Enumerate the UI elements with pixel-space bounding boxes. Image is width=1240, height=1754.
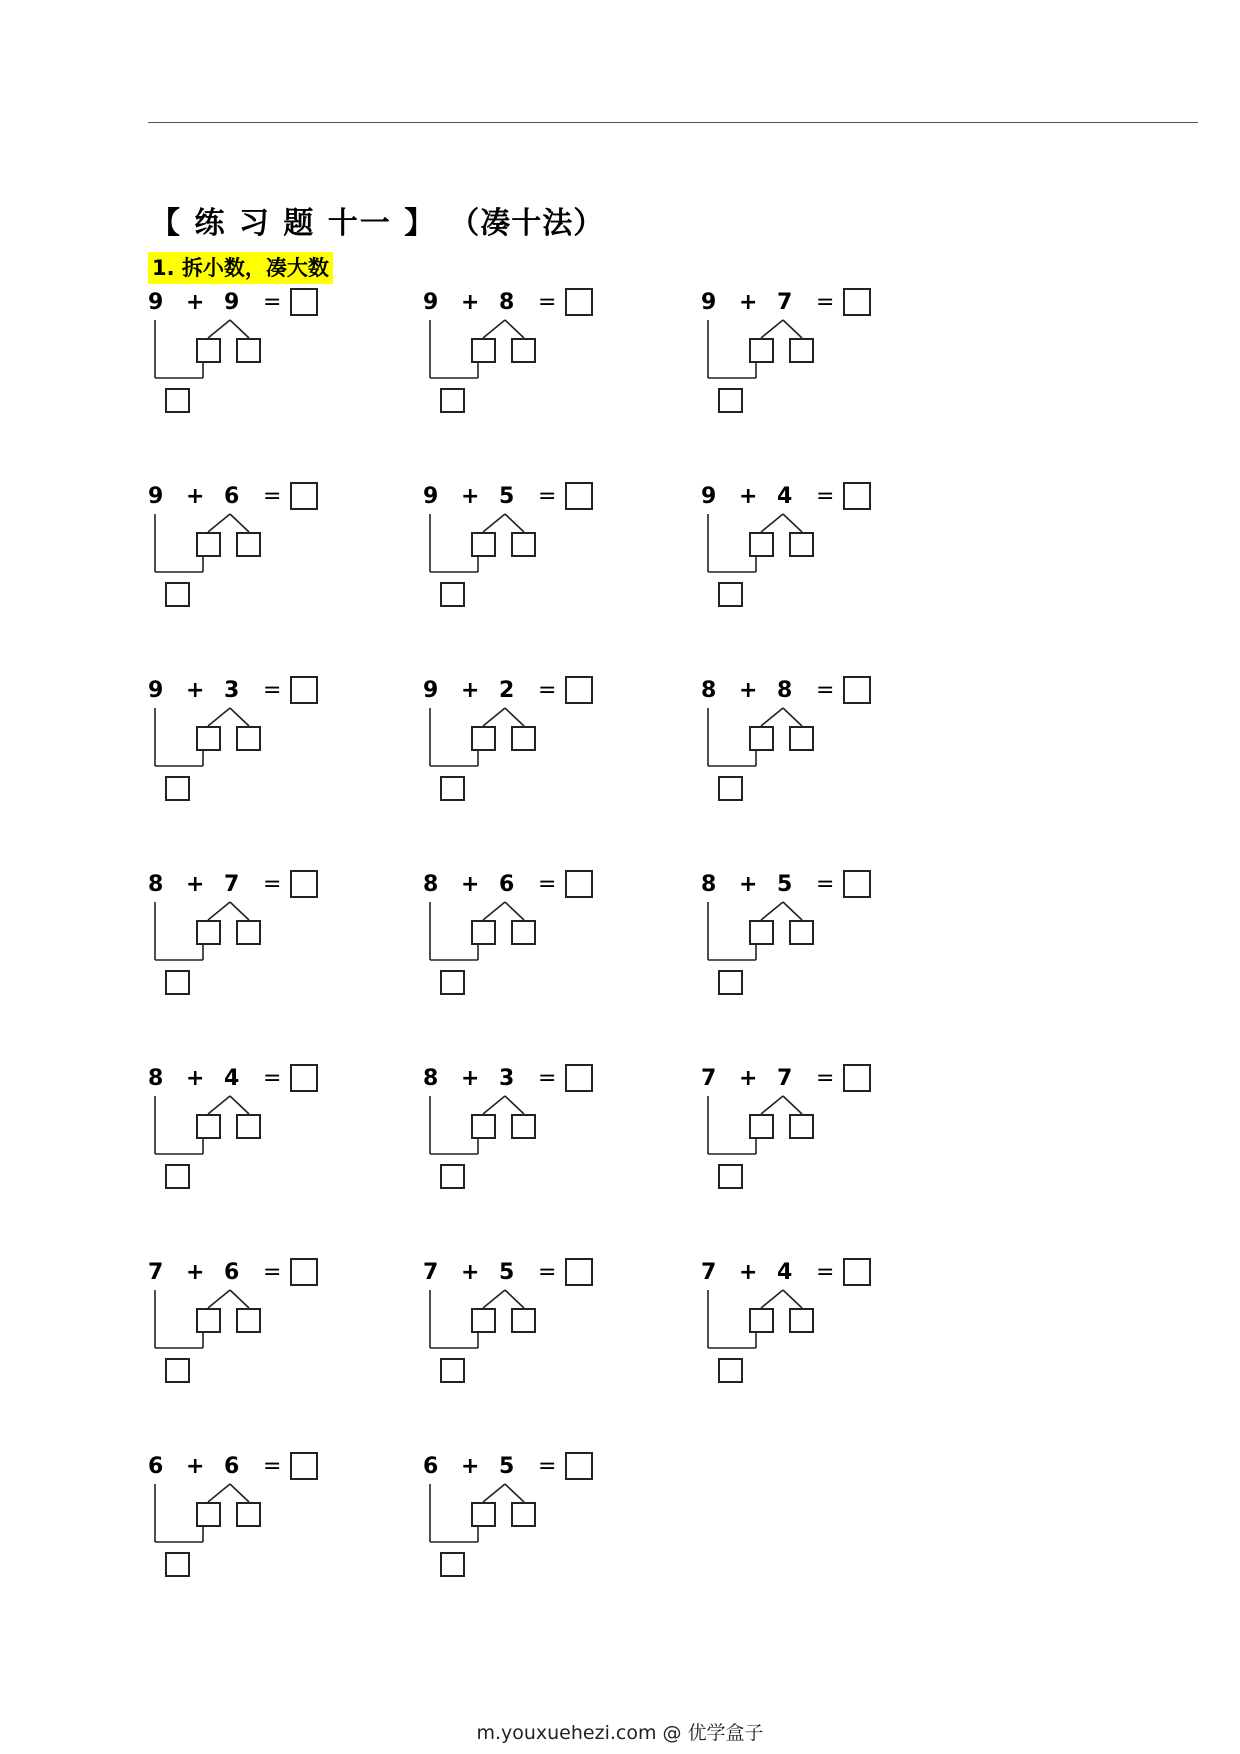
addend-b: 7 [777,290,793,315]
split-part-box[interactable] [749,532,774,557]
addend-b: 6 [499,872,515,897]
split-part-box[interactable] [236,726,261,751]
addend-b: 8 [499,290,515,315]
make-ten-box[interactable] [718,388,743,413]
split-part-box[interactable] [789,726,814,751]
make-ten-box[interactable] [440,582,465,607]
addend-b: 7 [224,872,240,897]
split-part-box[interactable] [511,532,536,557]
split-part-box[interactable] [749,1114,774,1139]
answer-box[interactable] [290,1258,318,1286]
split-part-box[interactable] [789,1114,814,1139]
equals-sign: = [816,872,835,897]
equals-sign: = [816,1260,835,1285]
addend-b: 4 [777,484,793,509]
addend-b: 3 [224,678,240,703]
addend-a: 9 [423,484,439,509]
equals-sign: = [816,1066,835,1091]
make-ten-box[interactable] [718,1164,743,1189]
addend-a: 6 [423,1454,439,1479]
make-ten-box[interactable] [165,776,190,801]
addend-b: 4 [224,1066,240,1091]
equals-sign: = [538,1260,557,1285]
addend-b: 8 [777,678,793,703]
problem-item [423,1454,623,1594]
answer-box[interactable] [843,1064,871,1092]
make-ten-box[interactable] [440,1552,465,1577]
make-ten-box[interactable] [440,970,465,995]
split-part-box[interactable] [471,338,496,363]
problem-item [148,678,348,818]
equals-sign: = [263,1066,282,1091]
problem-item [423,1260,623,1400]
problem-item [423,1066,623,1206]
equals-sign: = [263,1454,282,1479]
answer-box[interactable] [843,288,871,316]
make-ten-box[interactable] [718,776,743,801]
section-label: 1. 拆小数，凑大数 [148,252,333,284]
answer-box[interactable] [565,482,593,510]
addend-a: 9 [701,484,717,509]
answer-box[interactable] [565,1064,593,1092]
addend-a: 7 [148,1260,164,1285]
answer-box[interactable] [290,1452,318,1480]
make-ten-box[interactable] [165,1164,190,1189]
make-ten-box[interactable] [165,582,190,607]
problem-item [148,872,348,1012]
split-part-box[interactable] [236,1114,261,1139]
split-part-box[interactable] [511,1114,536,1139]
split-part-box[interactable] [749,920,774,945]
addend-a: 9 [423,678,439,703]
addend-b: 5 [777,872,793,897]
answer-box[interactable] [843,870,871,898]
plus-sign: + [739,290,758,315]
plus-sign: + [186,1066,205,1091]
make-ten-box[interactable] [165,1552,190,1577]
equals-sign: = [816,290,835,315]
split-part-box[interactable] [511,726,536,751]
answer-box[interactable] [843,676,871,704]
split-part-box[interactable] [196,532,221,557]
split-part-box[interactable] [749,726,774,751]
split-part-box[interactable] [236,920,261,945]
problem-item [423,484,623,624]
equals-sign: = [538,1066,557,1091]
problem-item [148,1260,348,1400]
answer-box[interactable] [843,1258,871,1286]
make-ten-box[interactable] [165,970,190,995]
plus-sign: + [461,1066,480,1091]
split-part-box[interactable] [511,338,536,363]
problem-item [701,290,901,430]
plus-sign: + [461,290,480,315]
addend-b: 9 [224,290,240,315]
split-part-box[interactable] [471,532,496,557]
split-part-box[interactable] [471,1502,496,1527]
plus-sign: + [739,678,758,703]
plus-sign: + [186,290,205,315]
equals-sign: = [538,484,557,509]
addend-a: 8 [148,1066,164,1091]
split-part-box[interactable] [511,1308,536,1333]
split-part-box[interactable] [236,1308,261,1333]
equals-sign: = [263,678,282,703]
make-ten-box[interactable] [165,388,190,413]
addend-b: 3 [499,1066,515,1091]
answer-box[interactable] [565,288,593,316]
split-part-box[interactable] [471,1114,496,1139]
make-ten-box[interactable] [440,1164,465,1189]
addend-a: 9 [148,678,164,703]
plus-sign: + [186,872,205,897]
plus-sign: + [739,872,758,897]
addend-b: 7 [777,1066,793,1091]
top-divider [148,122,1198,123]
answer-box[interactable] [290,482,318,510]
split-part-box[interactable] [236,338,261,363]
addend-b: 2 [499,678,515,703]
make-ten-box[interactable] [718,970,743,995]
equals-sign: = [263,290,282,315]
plus-sign: + [461,872,480,897]
plus-sign: + [186,678,205,703]
worksheet-title [150,198,604,242]
problem-item [701,484,901,624]
problem-item [148,290,348,430]
answer-box[interactable] [843,482,871,510]
make-ten-box[interactable] [440,1358,465,1383]
addend-a: 8 [701,678,717,703]
answer-box[interactable] [290,676,318,704]
split-part-box[interactable] [789,920,814,945]
addend-a: 7 [423,1260,439,1285]
split-part-box[interactable] [196,1308,221,1333]
plus-sign: + [186,484,205,509]
plus-sign: + [461,1260,480,1285]
addend-b: 5 [499,484,515,509]
problem-item [148,1066,348,1206]
split-part-box[interactable] [749,1308,774,1333]
problem-item [148,1454,348,1594]
title-subtitle: （凑十法） [464,206,605,241]
problem-item [148,484,348,624]
footer-watermark: m.youxuehezi.com @ 优学盒子 [476,1722,764,1744]
answer-box[interactable] [565,1452,593,1480]
make-ten-box[interactable] [718,1358,743,1383]
addend-b: 4 [777,1260,793,1285]
addend-a: 8 [423,872,439,897]
split-part-box[interactable] [789,338,814,363]
plus-sign: + [739,484,758,509]
problem-item [423,678,623,818]
addend-a: 8 [701,872,717,897]
split-part-box[interactable] [471,726,496,751]
plus-sign: + [186,1260,205,1285]
answer-box[interactable] [565,1258,593,1286]
answer-box[interactable] [290,870,318,898]
addend-a: 9 [148,290,164,315]
answer-box[interactable] [565,870,593,898]
split-part-box[interactable] [471,920,496,945]
problem-item [423,872,623,1012]
make-ten-box[interactable] [440,776,465,801]
addend-a: 7 [701,1066,717,1091]
addend-a: 9 [701,290,717,315]
make-ten-box[interactable] [718,582,743,607]
split-part-box[interactable] [196,1502,221,1527]
equals-sign: = [538,678,557,703]
problem-item [701,1066,901,1206]
split-part-box[interactable] [471,1308,496,1333]
split-part-box[interactable] [749,338,774,363]
plus-sign: + [186,1454,205,1479]
addend-b: 5 [499,1260,515,1285]
equals-sign: = [263,1260,282,1285]
equals-sign: = [263,484,282,509]
split-part-box[interactable] [196,1114,221,1139]
addend-a: 8 [148,872,164,897]
equals-sign: = [816,678,835,703]
addend-b: 5 [499,1454,515,1479]
addend-a: 9 [148,484,164,509]
equals-sign: = [538,872,557,897]
addend-a: 8 [423,1066,439,1091]
equals-sign: = [816,484,835,509]
equals-sign: = [538,1454,557,1479]
plus-sign: + [461,484,480,509]
plus-sign: + [739,1066,758,1091]
addend-a: 7 [701,1260,717,1285]
problem-item [701,872,901,1012]
split-part-box[interactable] [196,726,221,751]
addend-b: 6 [224,484,240,509]
equals-sign: = [538,290,557,315]
addend-a: 9 [423,290,439,315]
addend-b: 6 [224,1454,240,1479]
plus-sign: + [461,678,480,703]
title-text: 【 练 习 题 十一 】 [150,206,437,241]
problem-item [423,290,623,430]
split-part-box[interactable] [236,1502,261,1527]
answer-box[interactable] [290,288,318,316]
split-part-box[interactable] [511,920,536,945]
make-ten-box[interactable] [440,388,465,413]
split-part-box[interactable] [196,920,221,945]
split-part-box[interactable] [789,532,814,557]
make-ten-box[interactable] [165,1358,190,1383]
plus-sign: + [461,1454,480,1479]
addend-b: 6 [224,1260,240,1285]
answer-box[interactable] [290,1064,318,1092]
split-part-box[interactable] [236,532,261,557]
answer-box[interactable] [565,676,593,704]
addend-a: 6 [148,1454,164,1479]
problem-item [701,1260,901,1400]
split-part-box[interactable] [511,1502,536,1527]
plus-sign: + [739,1260,758,1285]
equals-sign: = [263,872,282,897]
split-part-box[interactable] [789,1308,814,1333]
problem-item [701,678,901,818]
split-part-box[interactable] [196,338,221,363]
